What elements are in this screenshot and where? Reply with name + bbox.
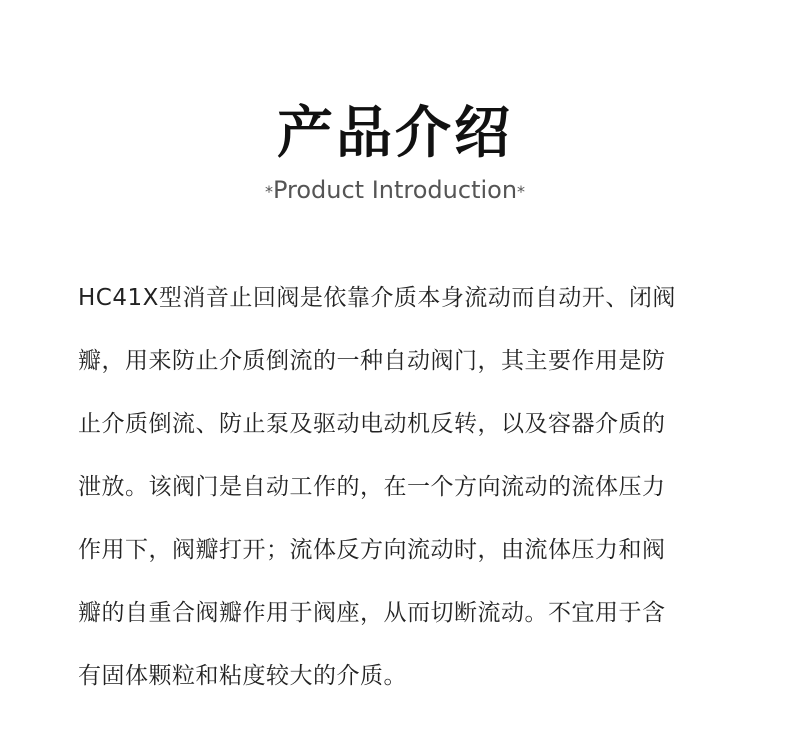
page-title: 产品介绍 — [277, 101, 513, 166]
description-line: 瓣的自重合阀瓣作用于阀座，从而切断流动。不宜用于含 — [78, 600, 666, 626]
description-line: 止介质倒流、防止泵及驱动电动机反转，以及容器介质的 — [78, 411, 666, 437]
page-subtitle — [0, 174, 790, 208]
subtitle-star-left: * — [264, 182, 273, 201]
description-line: 作用下，阀瓣打开；流体反方向流动时，由流体压力和阀 — [78, 537, 666, 563]
description-line: 泄放。该阀门是自动工作的，在一个方向流动的流体压力 — [78, 474, 666, 500]
description-line: 瓣，用来防止介质倒流的一种自动阀门，其主要作用是防 — [78, 348, 666, 374]
description-line: HC41X型消音止回阀是依靠介质本身流动而自动开、闭阀 — [78, 285, 676, 311]
subtitle-star-right: * — [517, 182, 526, 201]
description-paragraph — [78, 278, 718, 719]
subtitle-text: Product Introduction — [272, 176, 518, 204]
description-line: 有固体颗粒和粘度较大的介质。 — [78, 663, 407, 689]
